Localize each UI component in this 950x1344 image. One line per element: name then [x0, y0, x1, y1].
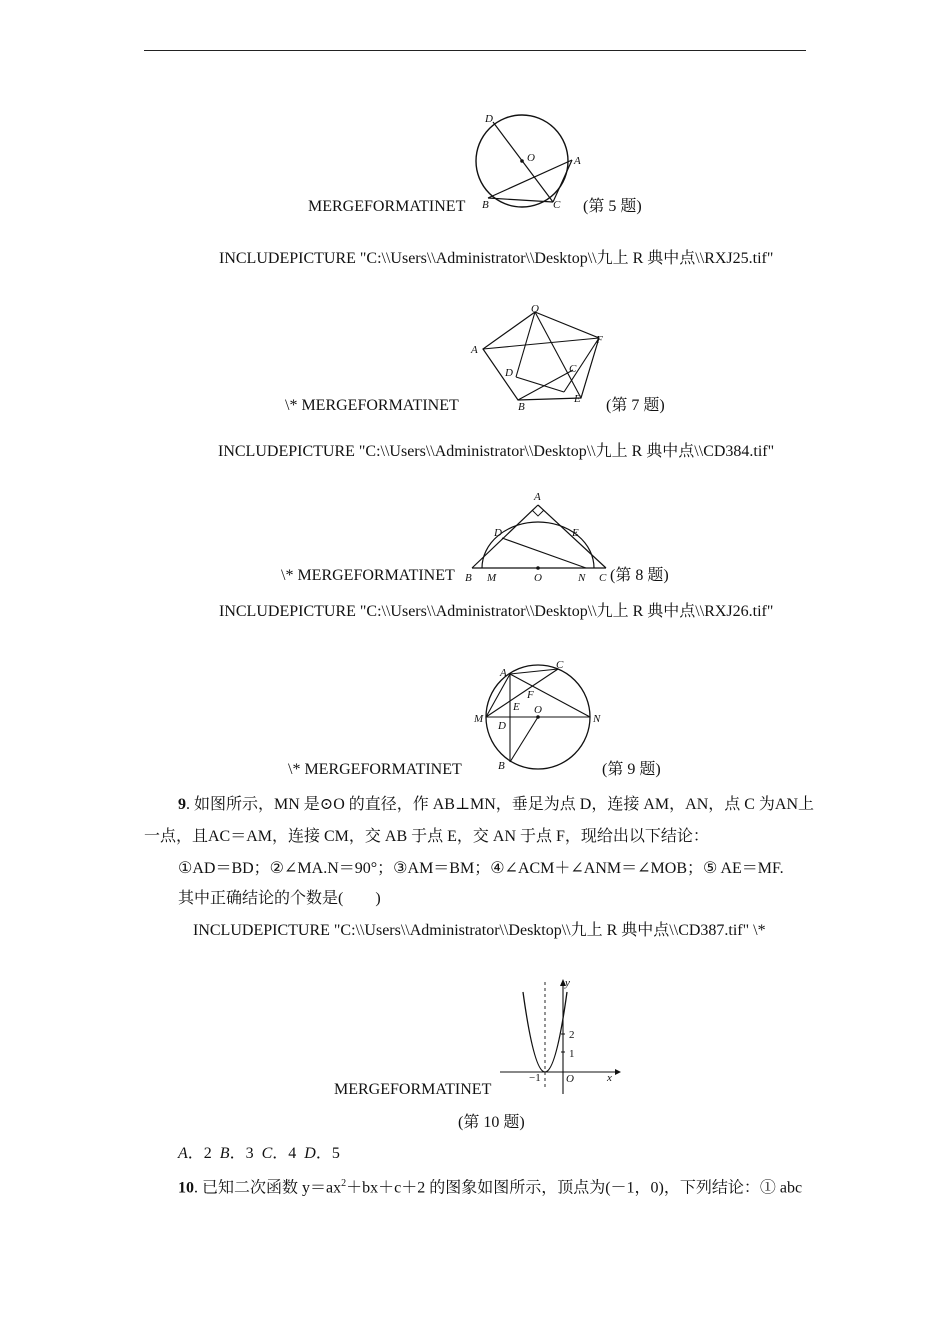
f7-line-bc — [518, 370, 573, 400]
f9-label-b: B — [498, 760, 505, 772]
f9-line-mc — [486, 669, 558, 717]
f8-line-dn — [502, 538, 586, 568]
option-d-value: 5 — [331, 1145, 340, 1162]
include-line-4: INCLUDEPICTURE "C:\\Users\\Administrator\\Desktop\\九上 R 典中点\\CD387.tif" \* — [193, 922, 766, 939]
f9-label-d: D — [498, 720, 506, 732]
include-line-1: INCLUDEPICTURE "C:\\Users\\Administrator\\Desktop\\九上 R 典中点\\RXJ25.tif" — [219, 250, 774, 267]
fig7-field-code: \* MERGEFORMATINET — [285, 397, 459, 414]
option-b-label: B — [219, 1145, 230, 1162]
f5-line-ba — [488, 160, 572, 198]
question-9-line-1 — [178, 797, 814, 813]
f5-label-a: A — [574, 155, 581, 167]
question-9-line-4: 其中正确结论的个数是( ) — [178, 890, 381, 907]
f7-pentagon — [483, 312, 599, 400]
f8-label-a: A — [534, 491, 541, 503]
question-10-line-1 — [178, 1179, 802, 1196]
f5-label-d: D — [485, 113, 493, 125]
fig9-field-code: \* MERGEFORMATINET — [288, 761, 462, 778]
f10-tick-label-m1: −1 — [529, 1072, 541, 1084]
f8-label-c: C — [599, 572, 607, 584]
f8-right-angle-mark — [532, 510, 544, 516]
f5-label-c: C — [553, 199, 561, 211]
f7-label-b: B — [518, 401, 525, 413]
question-10-superscript: 2 — [341, 1178, 347, 1189]
f8-label-o: O — [534, 572, 542, 584]
fig10-field-code: MERGEFORMATINET — [334, 1081, 492, 1098]
question-9-line-3: ①AD＝BD；②∠MA.N＝90°；③AM＝BM；④∠ACM＋∠ANM＝∠MOB；⑤ AE＝MF. — [178, 860, 784, 877]
fig5-field-code: MERGEFORMATINET — [308, 198, 466, 215]
question-10-text-a: . 已知二次函数 y＝ax — [194, 1179, 342, 1197]
f7-label-f: F — [596, 334, 603, 346]
option-c-value: 4 — [288, 1145, 297, 1162]
f7-line-af — [483, 338, 599, 349]
option-c-label: C — [261, 1145, 273, 1162]
f9-label-o: O — [534, 704, 542, 716]
f7-label-o: O — [531, 303, 539, 315]
f7-label-e: E — [574, 393, 581, 405]
figure-10-parabola-graph — [495, 974, 625, 1096]
figure-8-triangle-semicircle — [462, 488, 614, 586]
fig8-caption: (第 8 题) — [610, 567, 669, 584]
f5-label-b: B — [482, 199, 489, 211]
f9-label-a: A — [500, 667, 507, 679]
f5-label-o: O — [527, 152, 535, 164]
f10-tick-label-1: 1 — [569, 1048, 575, 1060]
figure-9-circle-diagram — [468, 656, 610, 776]
option-a-value: 2 — [203, 1145, 212, 1162]
question-9-number: 9 — [178, 796, 186, 813]
f8-label-n: N — [578, 572, 586, 584]
header-rule — [144, 50, 806, 51]
f9-line-am — [486, 674, 510, 717]
f8-label-m: M — [487, 572, 497, 584]
f7-label-c: C — [569, 363, 577, 375]
f7-label-d: D — [505, 367, 513, 379]
f8-label-b: B — [465, 572, 472, 584]
include-line-2: INCLUDEPICTURE "C:\\Users\\Administrator\\Desktop\\九上 R 典中点\\CD384.tif" — [218, 443, 775, 460]
f10-tick-label-2: 2 — [569, 1029, 575, 1041]
f10-label-x: x — [607, 1072, 612, 1084]
fig10-caption: (第 10 题) — [458, 1114, 525, 1131]
f9-line-an — [510, 674, 590, 717]
include-line-3: INCLUDEPICTURE "C:\\Users\\Administrator\\Desktop\\九上 R 典中点\\RXJ26.tif" — [219, 603, 774, 620]
question-9-line-2: 一点，且AC＝AM，连接 CM，交 AB 于点 E，交 AN 于点 F，现给出以下结论： — [144, 828, 709, 845]
f9-label-n: N — [593, 713, 601, 725]
fig8-field-code: \* MERGEFORMATINET — [281, 567, 455, 584]
f5-center-dot — [520, 159, 524, 163]
fig5-caption: (第 5 题) — [583, 198, 642, 215]
fig7-caption: (第 7 题) — [606, 397, 665, 414]
option-b-value: 3 — [245, 1145, 254, 1162]
figure-7-geometry-diagram — [468, 302, 613, 414]
f8-label-d: D — [494, 527, 502, 539]
question-9-options: A．2 B．3 C．4 D．5 — [178, 1145, 340, 1162]
f7-label-a: A — [471, 344, 478, 356]
f8-side-ba — [472, 505, 538, 568]
f9-label-m: M — [474, 713, 484, 725]
f8-label-e: E — [572, 527, 579, 539]
f10-label-origin: O — [566, 1073, 574, 1085]
option-d-label: D — [304, 1145, 316, 1162]
f9-line-ob — [510, 717, 538, 762]
f10-x-arrow — [615, 1069, 621, 1075]
figure-5-circle-diagram — [468, 110, 588, 215]
option-a-label: A — [178, 1145, 188, 1162]
f10-label-y: y — [565, 977, 570, 989]
fig9-caption: (第 9 题) — [602, 761, 661, 778]
f8-center-dot — [536, 566, 540, 570]
f5-line-ac — [553, 160, 572, 202]
question-10-number: 10 — [178, 1179, 194, 1197]
question-10-text-b: ＋bx＋c＋2 的图象如图所示，顶点为(－1，0)，下列结论：① abc — [346, 1179, 803, 1197]
f9-label-f: F — [527, 689, 534, 701]
question-9-text-1: . 如图所示，MN 是⊙O 的直径，作 AB⊥MN，垂足为点 D，连接 AM，AN，点 C 为AN上 — [186, 796, 815, 813]
f9-label-e: E — [513, 701, 520, 713]
f9-label-c: C — [556, 659, 564, 671]
